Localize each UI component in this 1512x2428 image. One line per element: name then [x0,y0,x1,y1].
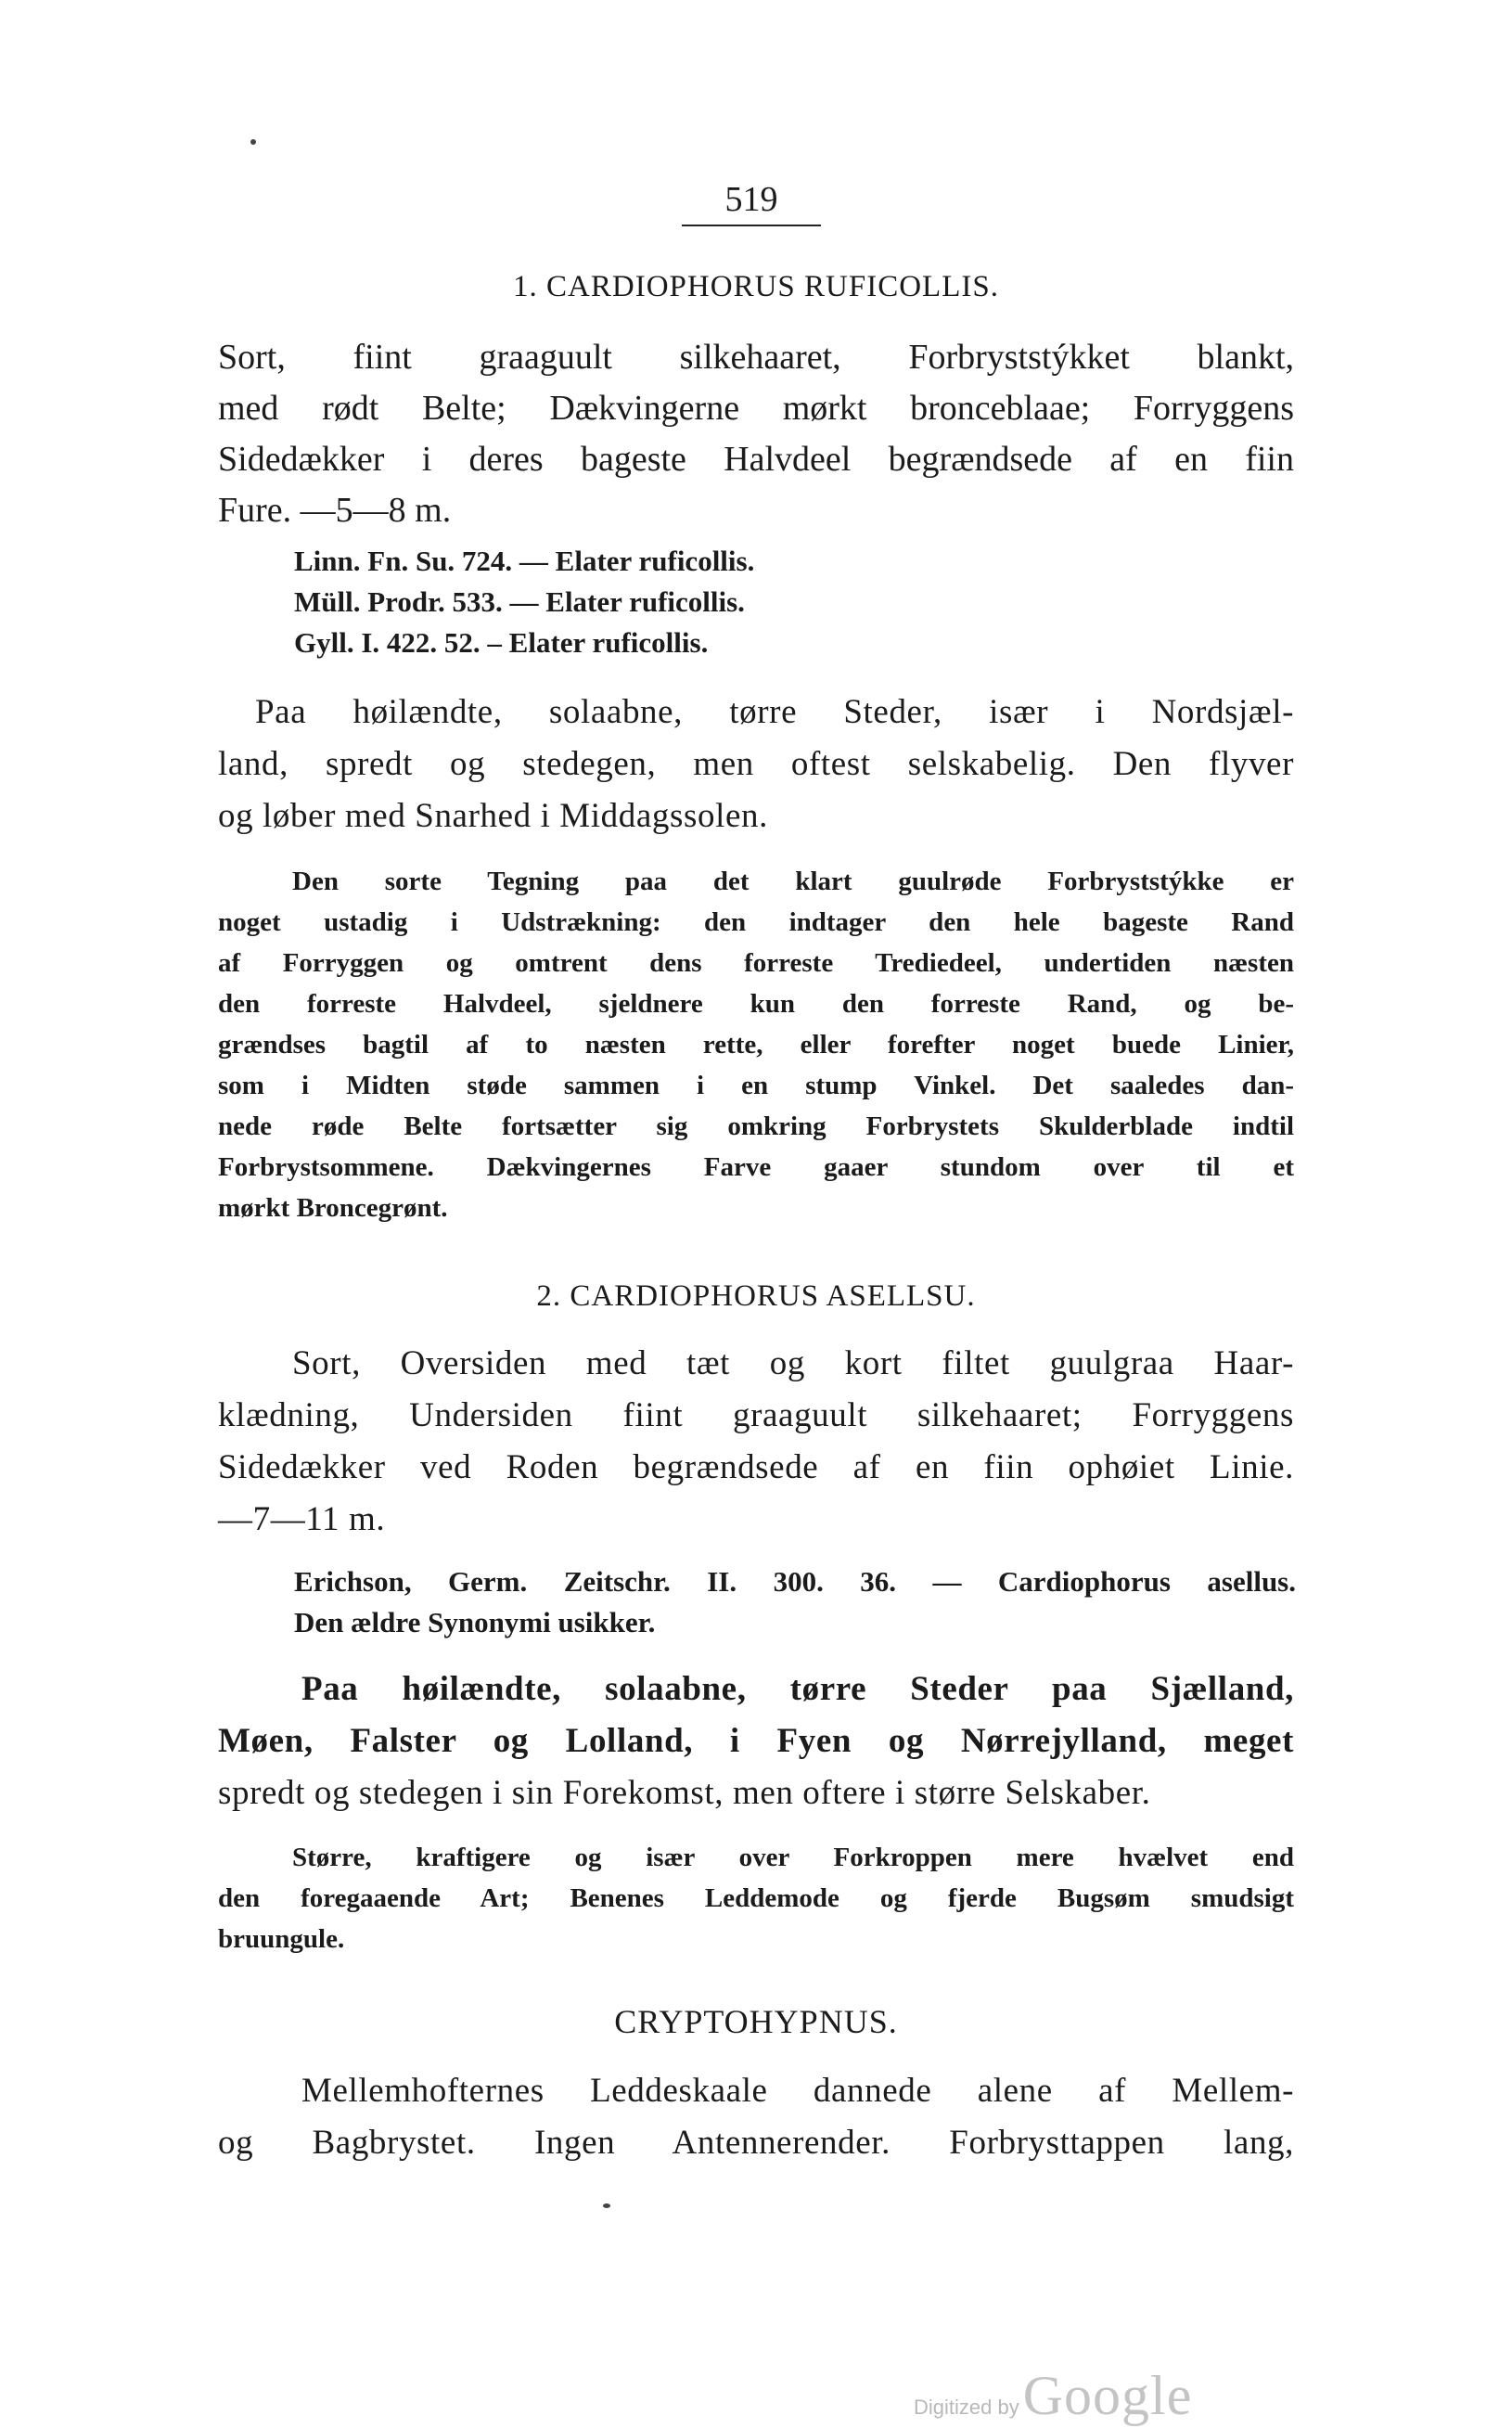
text-line: spredt og stedegen i sin Forekomst, men oftere i større Selskaber. [218,1774,1151,1812]
text-line: Mellemhofternes Leddeskaale dannede alene af Mellem- [301,2072,1294,2110]
text-line: Møen, Falster og Lolland, i Fyen og Nørrejylland, meget [218,1722,1294,1760]
text-line: bruungule. [218,1924,345,1954]
text-line: noget ustadig i Udstrækning: den indtager den hele bageste Rand [218,907,1294,937]
print-speck [250,139,256,145]
text-line: den forreste Halvdeel, sjeldnere kun den forreste Rand, og be- [218,989,1294,1019]
reference-line: Erichson, Germ. Zeitschr. II. 300. 36. — Cardiophorus asellus. [294,1565,1296,1598]
text-line: af Forryggen og omtrent dens forreste Trediedeel, undertiden næsten [218,948,1294,978]
text-line: Den sorte Tegning paa det klart guulrøde Forbryststýkke er [292,867,1294,896]
note-asellus [218,1837,1294,1959]
text-line: Paa høilændte, solaabne, tørre Steder, især i Nordsjæl- [255,693,1294,731]
references-asellus [294,1561,1296,1643]
reference-line: Den ældre Synonymi usikker. [294,1606,656,1638]
digitized-by-google-watermark [914,2364,1192,2428]
google-logo: Google [1022,2365,1193,2426]
text-line: mørkt Broncegrønt. [218,1193,448,1223]
reference-line: Linn. Fn. Su. 724. — Elater ruficollis. [294,545,755,577]
text-line: Større, kraftigere og især over Forkroppen mere hvælvet end [292,1843,1294,1872]
text-line: Sort, Oversiden med tæt og kort filtet guulgraa Haar- [292,1344,1294,1382]
text-line: som i Midten støde sammen i en stump Vinkel. Det saaledes dan- [218,1071,1294,1100]
species-description-asellus [218,1338,1294,1546]
species-description-ruficollis [218,332,1294,536]
reference-line: Müll. Prodr. 533. — Elater ruficollis. [294,585,745,618]
text-line: med rødt Belte; Dækvingerne mørkt bronceblaae; Forryggens [218,389,1294,428]
genus-description [218,2065,1294,2169]
text-line: land, spredt og stedegen, men oftest selskabelig. Den flyver [218,745,1294,783]
reference-line: Gyll. I. 422. 52. – Elater ruficollis. [294,626,709,659]
print-speck [603,2203,610,2208]
species-heading-ruficollis: 1. CARDIOPHORUS RUFICOLLIS. [513,270,999,303]
text-line: nede røde Belte fortsætter sig omkring Forbrystets Skulderblade indtil [218,1111,1294,1141]
text-line: Sidedækker ved Roden begrændsede af en fiin ophøiet Linie. [218,1448,1294,1486]
text-line: Forbrystsommene. Dækvingernes Farve gaaer stundom over til et [218,1152,1294,1182]
habitat-ruficollis [218,687,1294,842]
genus-heading: CRYPTOHYPNUS. [614,2003,898,2040]
text-line: grændses bagtil af to næsten rette, eller forefter noget buede Linier, [218,1030,1294,1060]
species-heading-asellus: 2. CARDIOPHORUS ASELLSU. [536,1279,976,1313]
text-line: Sidedækker i deres bageste Halvdeel begrændsede af en fiin [218,440,1294,479]
text-line: den foregaaende Art; Benenes Leddemode og fjerde Bugsøm smudsigt [218,1883,1294,1913]
text-line: klædning, Undersiden fiint graaguult silkehaaret; Forryggens [218,1396,1294,1434]
text-line: —7—11 m. [218,1500,386,1538]
digitized-by-label: Digitized by [914,2396,1019,2419]
note-ruficollis [218,861,1294,1228]
text-line: og løber med Snarhed i Middagssolen. [218,797,768,835]
text-line: Sort, fiint graaguult silkehaaret, Forbryststýkket blankt, [218,338,1294,377]
text-line: Fure. —5—8 m. [218,491,452,530]
references-ruficollis [294,541,1222,663]
text-line: Paa høilændte, solaabne, tørre Steder paa Sjælland, [301,1670,1294,1708]
habitat-asellus [218,1664,1294,1819]
page-number: 519 [682,178,821,226]
text-line: og Bagbrystet. Ingen Antennerender. Forbrysttappen lang, [218,2124,1294,2162]
